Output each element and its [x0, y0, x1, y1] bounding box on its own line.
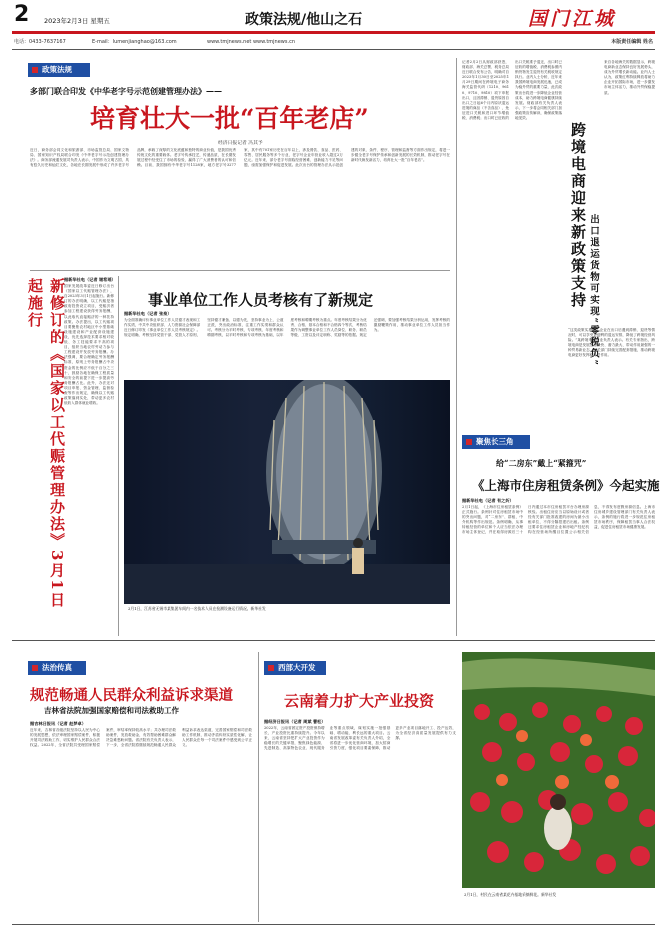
flower-photo-caption: 2月1日，村民在云南省某花卉基地采摘鲜花。新华社发 — [464, 892, 557, 897]
top-story-kicker: 多部门联合印发《中华老字号示范创建管理办法》—— — [30, 86, 222, 96]
housing-byline: 据新华社电（记者 有之炘） — [462, 498, 514, 503]
section-label-west: 西部大开发 — [264, 661, 326, 675]
phone: 电话：0433-7637167 — [14, 39, 66, 45]
page-editor: 本版责任编辑 姓名 — [611, 39, 653, 45]
cross-border-body: 记者2月2日从财政部获悉，财政部、海关总署、税务总局近日联合发布公告，明确对自2023年1月30日至2025年1月29日期间在跨境电子商务海关监管代码（1210、9610、9710、9810）项下申报出口，且因滞销、退货原因自出口之日起6个月内原状退运进境的商品（不含食品），免征进口关税和进口环节增值税、消费税；出口时已征收的出口关税准予退还，出口时已征收的增值税、消费税参照内销货物发生退货有关税收规定执行。业内人士分析，近年来我国跨境电商发展迅速，已成为稳外贸的重要力量，此次政策出台将进一步降低企业经营成本，助力跨境电商健康持续发展。财政部有关负责人表示，下一步将会同相关部门加强政策宣传解读，确保政策落地见效。 — [462, 60, 562, 121]
section-label-focus: 聚焦长三角 — [462, 435, 530, 449]
section-label-law: 法治传真 — [28, 661, 86, 675]
cross-border-subtitle: 出口退运货物可实现“零税负” — [588, 214, 599, 367]
yunnan-byline: 据经济日报讯（记者 周斌 曹松） — [264, 719, 326, 724]
housing-kicker: 给“二房东”戴上“紧箍咒” — [496, 458, 587, 468]
factory-photo-caption: 2月1日，江苏省无锡市某集团车间内一名技术人员在检测设备运行情况。新华社发 — [128, 606, 266, 611]
housing-headline: 《上海市住房租赁条例》今起实施 — [472, 478, 660, 493]
websites: www.tmjnews.net www.tmjnews.cn — [207, 39, 296, 45]
page-number: 2 — [14, 2, 30, 27]
court-subhead: 吉林省法院加强国家赔偿和司法救助工作 — [44, 706, 179, 715]
masthead-red-rule — [12, 31, 655, 34]
housing-body: 2月1日起，《上海市住房租赁条例》正式施行。条例针对住房租赁市场中的突出问题，对“二房东”、群租、中介机构等作出规范。条例明确，从事转租经营的单位和个人应当依法办理市场主体登记，并在取得房源后三十日内通过本市住房租赁平台办理房源核验。出租住房应当以原始设计或者经有关部门批准改建的房间为最小出租单位，不得分隔搭建后出租。条例还要求住房租赁企业和房地产经纪机构在经营场所醒目位置公示相关信息，不得发布虚假房源信息。上海市住房城乡建设管理部门有关负责人表示，条例的施行将进一步规范住房租赁市场秩序，保障租赁当事人合法权益，促进住房租赁市场健康发展。 — [462, 505, 655, 535]
top-story-headline: 培育壮大一批“百年老店” — [90, 104, 369, 133]
factory-photo — [124, 380, 450, 604]
yunnan-body: 2022年，云南省固定资产投资保持增长，产业投资比重持续提升。今年以来，云南省坚持把扩大产业投资作为稳增长的关键举措，聚焦绿色能源、先进制造、高原特色农业、现代服务业等重点领域，谋划实施一批强基础、增动能、利长远的重大项目。云南省发展改革委有关负责人介绍，全省将进一步优化营商环境，加大招商引资力度，强化项目要素保障，推动更多产业项目落地开工、投产达效，为全省经济高质量发展提供有力支撑。 — [264, 726, 456, 751]
mid-story-body: 为全面准确评价事业单位工作人员德才表现和工作实绩，中共中央组织部、人力资源社会保障部近日修订印发《事业单位工作人员考核规定》。规定明确，考核坚持党管干部、党管人才原则，坚持德才兼备、以德为先，坚持事业为上、公道正派，突出政治标准，注重工作实绩和群众认可。考核分为平时考核、专项考核、年度考核和聘期考核，以平时考核和专项考核为基础，以年度考核和聘期考核为重点。年度考核结果分为优秀、合格、基本合格和不合格四个等次，考核结果作为调整事业单位工作人员岗位、职务、职员等级、工资以及评定职称、奖励等的依据。规定还强调，要加强考核结果分析运用，发挥考核的激励鞭策作用，推动事业单位工作人员担当作为。 — [124, 318, 450, 338]
flower-photo — [462, 652, 655, 888]
court-byline: 据吉林日报讯（记者 赵梦卓） — [30, 721, 86, 726]
top-story-body: 近日，商务部会同文化和旅游部、市场监管总局、国家文物局、国家知识产权局联合印发《中华老字号示范创建管理办法》。商务部流通发展司负责人表示，中国作为文明古国，具有悠久历史和灿烂文化，各地在长期发展中形成了许多老字号品牌，承载了深厚的文化底蕴和独特的商业价值，是我国优秀传统文化的重要载体。老字号传承技艺，传递品质，在长期发展过程中经受住了市场的检验，赢得了广大消费者的认可和信赖。目前，我国拥有中华老字号1128家，地方老字号3277家，其中有701家历史在百年以上，涉及餐饮、食品、医药、零售、居民服务等多个行业，老字号企业年营业收入超过2万亿元。近年来，部分老字号面临经营困难、创新能力不足等问题，亟需加强保护和促进发展。此次出台的管理办法从示范创建的对象、条件、程序、管理和监督等方面作出规定，将进一步健全老字号保护传承和创新发展的长效机制，推动老字号在新时代焕发新活力，培育壮大一批“百年老店”。 — [30, 148, 450, 168]
yigongdaizhen-headline: 新修订的《国家以工代赈管理办法》3月1日起施行 — [26, 278, 66, 609]
issue-date: 2023年2月3日 星期五 — [44, 17, 110, 25]
contact-bar — [12, 36, 655, 48]
email: E-mail：lumenjianghao@163.com — [92, 39, 177, 45]
cross-border-body-lower: “这类政策实施后，企业在出口后遇到滞销、退货等情况时，可以享受更便利的退运安排，降低了跨境经营风险。”某跨境电商企业负责人表示。有关专家指出，跨境电商是发展速度最快、潜力最大、带动作用最强的一种贸易新业态，相关部门持续完善配套措施，推动跨境电商更好发挥稳外贸作用。 — [568, 328, 655, 358]
yunnan-headline: 云南着力扩大产业投资 — [284, 692, 435, 710]
cross-border-headline: 跨境电商迎来新政策支持 — [569, 122, 587, 309]
court-body: 近年来，吉林省各级法院坚持以人民为中心的发展思想，依法审理国家赔偿案件，积极开展司法救助工作，切实维护人民群众合法权益。2022年，全省法院共受理国家赔偿案件，审结率保持较高水平；共办理司法救助案件，发放救助金，有效帮助困难群众解决急难愁盼问题。省法院有关负责人表示，下一步，全省法院将继续规范畅通人民群众利益诉求表达渠道，完善国家赔偿和司法救助工作机制，推动矛盾纠纷实质性化解，让人民群众在每一个司法案件中感受到公平正义。 — [30, 728, 252, 748]
mid-story-headline: 事业单位工作人员考核有了新规定 — [148, 291, 374, 309]
cross-border-body-right: 来自各地海关的数据显示，跨境电商新业态保持良好发展势头，成为外贸增长新动能。业内人士认为，政策红利持续释放将助力企业开拓国际市场，进一步激发市场主体活力，推动外贸保稳提质。 — [604, 60, 655, 95]
newspaper-logo: 国门江城 — [528, 8, 617, 30]
page-section-title: 政策法规/他山之石 — [245, 12, 363, 28]
section-label-policy: 政策法规 — [28, 63, 90, 77]
top-story-byline: 经济日报记者 冯其予 — [218, 141, 263, 146]
yigongdaizhen-byline: 据新华社电（记者 谢希瑶） — [64, 277, 116, 282]
yigongdaizhen-body: 国家发展改革委近日修订出台《国家以工代赈管理办法》，自2023年3月1日起施行。新修订的办法明确，以工代赈是指政府投资设立项目，受赈济者参加工程建设获得劳务报酬，以此取代直接赈济的一种扶持政策。办法提出，以工代赈项目要聚焦农村地区中小型基础设施建设和产业配套设施建设，优先选择技术要求相对较低、务工技能要求不高的项目，组织当地农村劳动力参与工程建设并发放劳务报酬。办法强调，要合理确定劳务报酬标准，原则上劳务报酬占中央资金的比例应不低于百分之三十，鼓励各地在确保工程质量和安全的前提下进一步提高劳务报酬占比。此外，办法还对项目申报、资金管理、监督检查等作出规定，确保以工代赈政策落到实处，带动更多农村低收入群体就业增收。 — [64, 284, 114, 406]
court-headline: 规范畅通人民群众利益诉求渠道 — [30, 687, 233, 704]
mid-story-byline: 据新华社电（记者 张泉） — [124, 311, 172, 316]
